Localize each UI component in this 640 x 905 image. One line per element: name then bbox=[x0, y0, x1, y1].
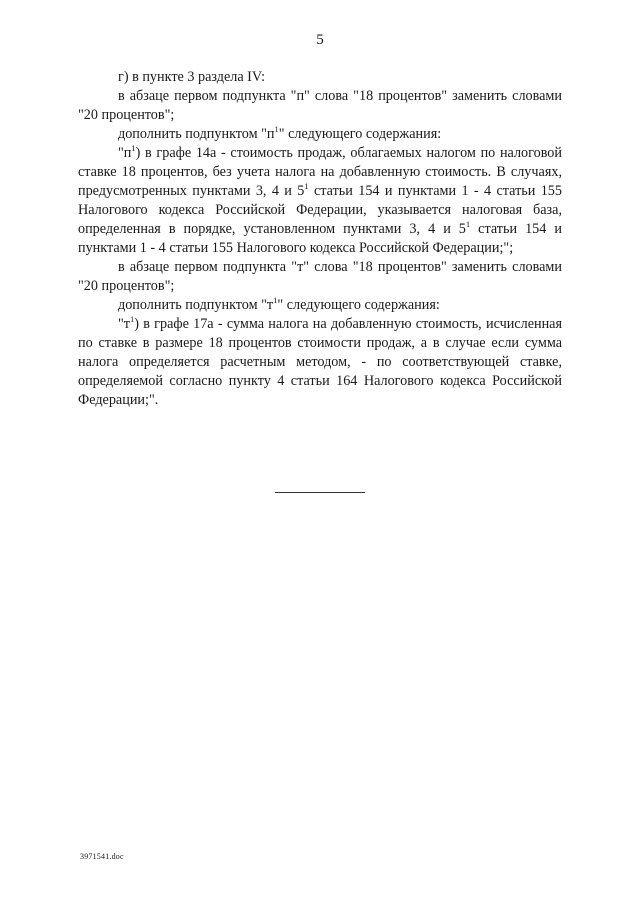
paragraph-text: дополнить подпунктом "п bbox=[118, 126, 275, 142]
paragraph-text: " следующего содержания: bbox=[278, 126, 442, 142]
paragraph-p1-content bbox=[78, 144, 562, 258]
paragraph-replace-p bbox=[78, 87, 562, 125]
paragraph-text: "п bbox=[118, 145, 132, 161]
paragraph-text: " следующего содержания: bbox=[277, 297, 440, 313]
superscript: 1 bbox=[273, 295, 278, 305]
paragraph-text: дополнить подпунктом "т bbox=[118, 297, 274, 313]
paragraph-text: статьи 154 и пунктами 1 - 4 статьи 155 Налогового кодекса Российской Федерации, указывается налоговая база, определенная в порядке, установленном пунктами 3, 4 и 5 bbox=[78, 183, 562, 237]
paragraph-text: ) в графе 17а - сумма налога на добавленную стоимость, исчисленная по ставке в размере 18 процентов стоимости продаж, а в случае если сумма налога определяется расчетным методом, - по соответствующей ставке, определяемой согласно пункту 4 статьи 164 Налогового кодекса Российской Федерации;". bbox=[78, 316, 562, 408]
paragraph-replace-t bbox=[78, 258, 562, 296]
paragraph-section-heading bbox=[78, 68, 562, 87]
superscript: 1 bbox=[465, 219, 471, 229]
paragraph-t1-content bbox=[78, 315, 562, 410]
page-number: 5 bbox=[316, 32, 324, 48]
paragraph-text: г) в пункте 3 раздела IV: bbox=[118, 69, 266, 85]
paragraph-add-p1 bbox=[78, 125, 562, 144]
superscript: 1 bbox=[304, 181, 309, 191]
paragraph-add-t1 bbox=[78, 296, 562, 315]
paragraph-text: ) в графе 14а - стоимость продаж, облагаемых налогом по налоговой ставке 18 процентов, без учета налога на добавленную стоимость. В случаях, предусмотренных пунктами 3, 4 и 5 bbox=[78, 145, 562, 199]
file-reference: 3971541.doc bbox=[80, 852, 124, 861]
paragraph-text: в абзаце первом подпункта "т" слова "18 процентов" заменить словами "20 процентов"; bbox=[78, 259, 562, 294]
superscript: 1 bbox=[131, 143, 136, 153]
paragraph-text: "т bbox=[118, 316, 130, 332]
end-divider bbox=[275, 492, 365, 493]
document-body bbox=[78, 68, 562, 410]
superscript: 1 bbox=[130, 314, 135, 324]
superscript: 1 bbox=[274, 124, 279, 134]
paragraph-text: статьи 154 и пунктами 1 - 4 статьи 155 Налогового кодекса Российской Федерации;"; bbox=[78, 221, 562, 256]
paragraph-text: в абзаце первом подпункта "п" слова "18 процентов" заменить словами "20 процентов"; bbox=[78, 88, 562, 123]
